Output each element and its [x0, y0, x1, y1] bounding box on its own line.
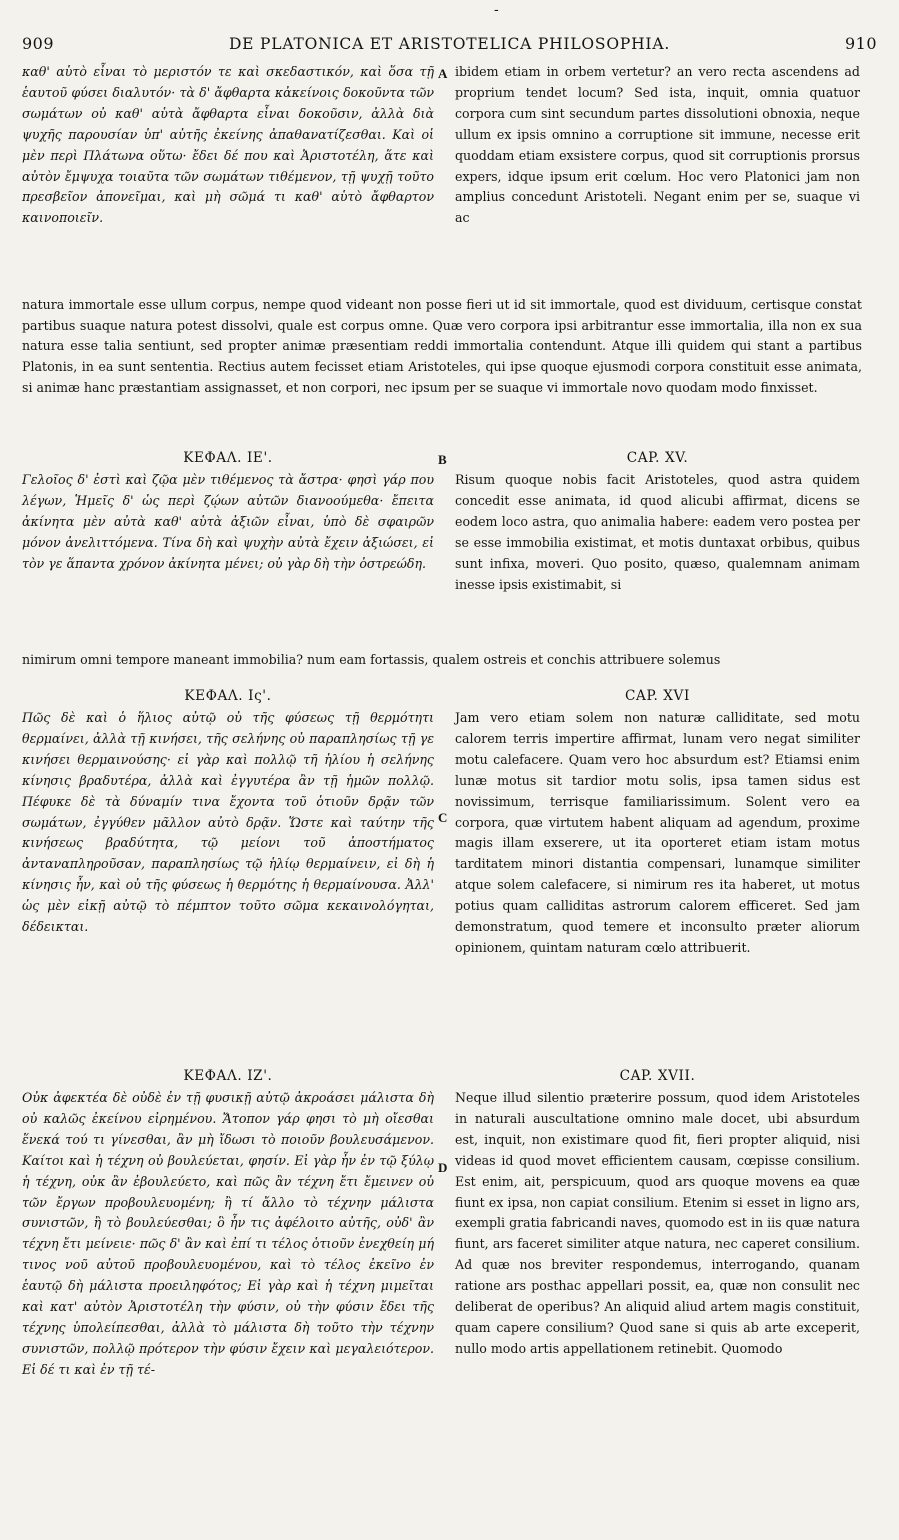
section3-latin-text: Jam vero etiam solem non naturæ calliditate, sed motu calorem terris impertire affirmat, lunam vero negat similiter motu calefacere. Quam vero hoc absurdum est? Etiamsi enim lunæ motus sit tardior motu solis, ipsa tamen sidus est novissimum, terrisque familiarissimum. Solent vero ea corpora, quæ virtutem habent aliquam ad agendum, proxime magis illam exserere, ut ita oporteret etiam istam motus tarditatem minori distantia compensari, lunamque similiter atque solem calefacere, si nimirum res ita haberet, ut motus potius quam calliditas astrorum calorem efficeret. Sed jam demonstratum, quod temere et inconsulto præter aliorum opinionem, quintam naturam cœlo attribuerit.: [455, 710, 860, 955]
top-dash-mark: -: [494, 2, 499, 18]
section2-latin-heading: CAP. XV.: [626, 450, 689, 466]
section2-latin-fullwidth: nimirum omni tempore maneant immobilia? num eam fortassis, qualem ostreis et conchis attribuere solemus: [22, 651, 721, 667]
section3-greek-heading: ΚΕΦΑΛ. Ις'.: [184, 688, 272, 704]
section2-greek-heading: ΚΕΦΑΛ. ΙΕ'.: [183, 450, 273, 466]
section1-greek-text: καθ' αὑτὸ εἶναι τὸ μεριστόν τε καὶ σκεδαστικόν, καὶ ὅσα τῇ ἑαυτοῦ φύσει διαλυτόν· τὰ δ' ἄφθαρτα κἀκείνοις δοκοῦντα τῶν σωμάτων οὐ καθ' αὑτὰ ἄφθαρτα εἶναι δοκοῦσιν, ἀλλὰ διὰ ψυχῆς παρουσίαν ὑπ' αὐτῆς ἐκείνης ἀπαθανατίζεσθαι. Καὶ οἱ μὲν περὶ Πλάτωνα οὕτω· ἔδει δέ που καὶ Ἀριστοτέλη, ἅτε καὶ αὐτὸν ἔμψυχα τοιαῦτα τῶν σωμάτων τιθέμενον, τῇ ψυχῇ τοῦτο πρεσβεῖον ἀπονεῖμαι, καὶ μὴ σῶμά τι καθ' αὑτὸ ἄφθαρτον καινοποιεῖν.: [22, 64, 434, 226]
section1-latin-fullwidth: natura immortale esse ullum corpus, nempe quod videant non posse fieri ut id sit immortale, quod est dividuum, certisque constat partibus suaque natura potest dissolvi, quale est corpus omne. Quæ vero corpora ipsi arbitrantur esse immortalia, illa non ex sua natura esse talia sentiunt, sed propter animæ præsentiam reddi immortalia contendunt. Atque illi quidem qui stant a partibus Platonis, in ea sunt sententia. Rectius autem fecisset etiam Aristoteles, qui ipse quoque ejusmodi corpora constituit esse animata, si animæ hanc præstantiam assignasset, et non corpori, nec ipsum per se suaque vi immortale novo quodam modo finxisset.: [22, 296, 862, 396]
margin-marker-a: A: [438, 66, 448, 81]
section2-greek-column: [22, 448, 434, 575]
section1-latin-text: ibidem etiam in orbem vertetur? an vero recta ascendens ad proprium tendet locum? Sed ista, inquit, omnia quatuor corpora cum sint secundum partes dissolutioni obnoxia, neque ullum ex ipsis omnino a corruptione sit immune, necesse erit quoddam etiam exsistere corpus, quod sit corruptionis prorsus expers, idque ipsum erit cœlum. Hoc vero Platonici jam non amplius concedunt Aristoteli. Negant enim per se, suaque vi ac: [455, 64, 860, 226]
section3-latin-column: [455, 686, 860, 959]
page-header: [22, 34, 877, 56]
page-number-right: 910: [844, 34, 877, 53]
section3-latin-heading: CAP. XVI: [625, 688, 690, 704]
margin-marker-d: D: [438, 1160, 448, 1175]
margin-marker-b: B: [438, 452, 447, 467]
section3-greek-column: [22, 686, 434, 938]
page-number-left: 909: [22, 34, 55, 53]
section2-greek-text: Γελοῖος δ' ἐστὶ καὶ ζῷα μὲν τιθέμενος τὰ ἄστρα· φησὶ γάρ που λέγων, Ἡμεῖς δ' ὡς περὶ ζῴων αὐτῶν διανοούμεθα· ἔπειτα ἀκίνητα μὲν αὐτὰ καθ' αὑτὰ ἀξιῶν εἶναι, ὑπὸ δὲ σφαιρῶν μόνον ἀνελιττόμενα. Τίνα δὴ καὶ ψυχὴν αὐτὰ ἔχειν ἀξιώσει, εἰ τὸν γε ἅπαντα χρόνον ἀκίνητα μένει; οὐ γὰρ δὴ τὴν ὀστρεώδη.: [22, 472, 434, 571]
section4-greek-text: Οὐκ ἀφεκτέα δὲ οὐδὲ ἐν τῇ φυσικῇ αὐτῷ ἀκροάσει μάλιστα δὴ οὐ καλῶς ἐκείνου εἰρημένου. Ἄτοπον γάρ φησι τὸ μὴ οἴεσθαι ἕνεκά τού τι γίνεσθαι, ἂν μὴ ἴδωσι τὸ ποιοῦν βουλευσάμενον. Καίτοι καὶ ἡ τέχνη οὐ βουλεύεται, φησίν. Εἰ γὰρ ἦν ἐν τῷ ξύλῳ ἡ τέχνη, οὐκ ἂν ἐβουλεύετο, καὶ πῶς ἂν τέχνη ἔτι ἔμεινεν οὐ τῶν ἔργων προβουλευομένη; ἢ τί ἄλλο τὸ τέχνην μάλιστα συνιστῶν, ἢ τὸ βουλεύεσθαι; ὃ ἦν τις ἀφέλοιτο αὐτῆς, οὐδ' ἂν τέχνη ἔτι μείνειε· πῶς δ' ἂν καὶ ἐπί τι τέλος ὁτιοῦν ἐνεχθείη μή τινος νοῦ αὐτοῦ προβουλευομένου, καὶ τὸ τέλος ἐκεῖνο ἐν ἑαυτῷ δὴ μάλιστα προειληφότος; Εἰ γὰρ καὶ ἡ τέχνη μιμεῖται καὶ κατ' αὐτὸν Ἀριστοτέλη τὴν φύσιν, οὐ τὴν φύσιν ἔδει τῆς τέχνης ὑπολείπεσθαι, ἀλλὰ τὸ μάλιστα δὴ τοῦτο τὴν τέχνην συνιστῶν, πολλῷ πρότερον τὴν φύσιν ἔχειν καὶ μεγαλειότερον. Εἰ δέ τι καὶ ἐν τῇ τέ-: [22, 1090, 434, 1377]
section4-latin-text: Neque illud silentio præterire possum, quod idem Aristoteles in naturali auscultatione omnino male docet, ubi absurdum est, inquit, non existimare quod fit, fieri propter aliquid, nisi videas id quod movet efficientem causam, cœpisse consilium. Est enim, ait, perspicuum, quod ars quoque movens ea quæ fiunt ex ipsa, non capiat consilium. Etenim si esset in ligno ars, exempli gratia fabricandi naves, quomodo est in iis quæ natura fiunt, ars faceret similiter atque natura, nec caperet consilium. Ad quæ nos breviter respondemus, interrogando, quanam ratione ars posthac appellari possit, ea, quæ non consulit nec deliberat de operibus? An aliquid aliud artem magis constituit, quam capere consilium? Quod sane si quis ab arte exceperit, nullo modo artis appellationem retinebit. Quomodo: [455, 1090, 860, 1356]
running-title: DE PLATONICA ET ARISTOTELICA PHILOSOPHIA.: [228, 35, 671, 53]
section3-greek-text: Πῶς δὲ καὶ ὁ ἥλιος αὐτῷ οὐ τῆς φύσεως τῇ θερμότητι θερμαίνει, ἀλλὰ τῇ κινήσει, τῆς σελήνης οὐ παραπλησίως τῇ γε κινήσει θερμαινούσης· εἰ γὰρ καὶ πολλῷ τῆ ἡλίου ἡ σελήνης κίνησις βραδυτέρα, ἀλλὰ καὶ ἐγγυτέρα ἂν τῇ ἡμῶν πολλῷ. Πέφυκε δὲ τὰ δύναμίν τινα ἔχοντα τοῦ ὁτιοῦν δρᾷν τῶν σωμάτων, ἐγγύθεν μᾶλλον αὐτὸ δρᾷν. Ὥστε καὶ ταύτην τῆς κινήσεως βραδύτητα, τῷ μείονι τοῦ ἀποστήματος ἀνταναπληροῦσαν, παραπλησίως τῷ ἡλίῳ θερμαίνειν, εἰ δὴ ἡ κίνησις ἦν, καὶ οὐ τῆς φύσεως ἡ θερμότης ἡ θερμαίνουσα. Ἀλλ' ὡς μὲν εἰκῇ αὐτῷ τὸ πέμπτον τοῦτο σῶμα κεκαινολόγηται, δέδεικται.: [22, 710, 434, 935]
section4-greek-column: [22, 1066, 434, 1381]
section4-latin-heading: CAP. XVII.: [619, 1068, 696, 1084]
section2-latin-column: [455, 448, 860, 595]
margin-marker-c: C: [438, 810, 448, 825]
section4-latin-column: [455, 1066, 860, 1360]
section2-latin-text: Risum quoque nobis facit Aristoteles, quod astra quidem concedit esse animata, id quod alicubi affirmat, dicens se eodem loco astra, quo animalia habere: eadem vero postea per se esse immobilia existimat, et motis duntaxat orbibus, quibus sunt infixa, moveri. Quo posito, quæso, qualemnam animam inesse ipsis existimabit, si: [455, 472, 860, 592]
section4-greek-heading: ΚΕΦΑΛ. ΙΖ'.: [183, 1068, 273, 1084]
